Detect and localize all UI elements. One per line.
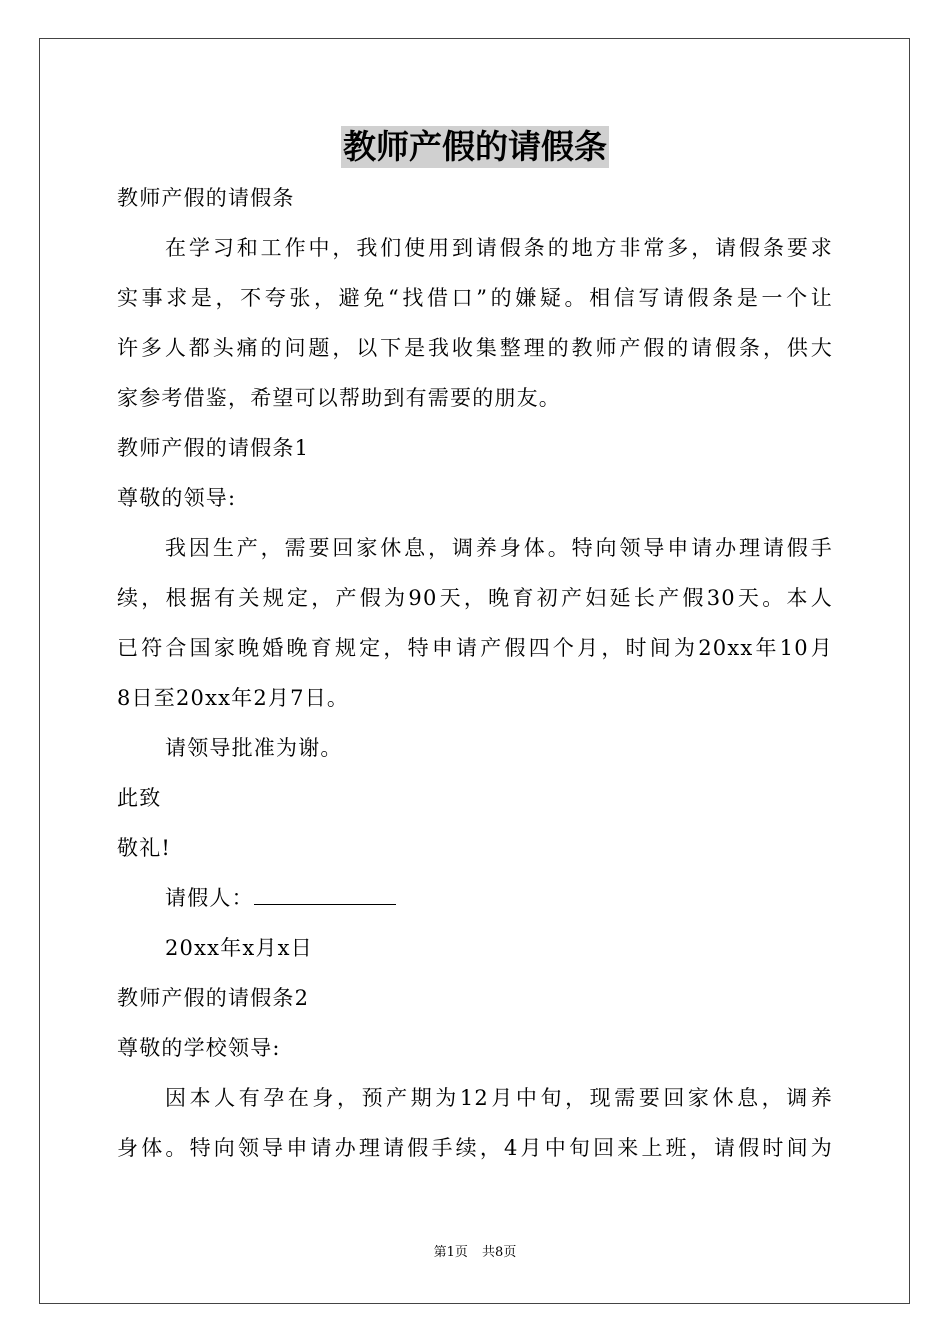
letter2-line-2: 身体。特向领导申请办理请假手续，4月中旬回来上班，请假时间为 (117, 1136, 833, 1160)
page-footer: 第1页 共8页 (433, 1245, 517, 1260)
subtitle-line: 教师产假的请假条 (117, 186, 295, 210)
letter1-cizhi: 此致 (117, 786, 162, 810)
intro-line-3: 许多人都头痛的问题，以下是我收集整理的教师产假的请假条，供大 (117, 336, 833, 360)
salutation-2: 尊敬的学校领导: (117, 1036, 281, 1060)
letter1-date: 20xx年x月x日 (165, 936, 313, 960)
letter1-line-1: 我因生产，需要回家休息，调养身体。特向领导申请办理请假手 (165, 536, 833, 560)
section-heading-1: 教师产假的请假条1 (117, 436, 310, 460)
letter1-closing-request: 请领导批准为谢。 (165, 736, 343, 760)
section-heading-2: 教师产假的请假条2 (117, 986, 310, 1010)
letter2-line-1: 因本人有孕在身，预产期为12月中旬，现需要回家休息，调养 (165, 1086, 833, 1110)
signature-label: 请假人： (165, 886, 254, 910)
signature-blank (254, 886, 396, 905)
letter1-line-2: 续，根据有关规定，产假为90天，晚育初产妇延长产假30天。本人 (117, 586, 833, 610)
salutation-1: 尊敬的领导: (117, 486, 237, 510)
intro-line-1: 在学习和工作中，我们使用到请假条的地方非常多，请假条要求 (165, 236, 833, 260)
intro-line-2: 实事求是，不夸张，避免“找借口”的嫌疑。相信写请假条是一个让 (117, 286, 833, 310)
document-title: 教师产假的请假条 (343, 127, 607, 166)
intro-line-4: 家参考借鉴，希望可以帮助到有需要的朋友。 (117, 386, 561, 410)
letter1-jingli: 敬礼! (117, 836, 172, 860)
signature-line (117, 873, 833, 923)
document-body (117, 173, 833, 1173)
letter1-line-3: 已符合国家晚婚晚育规定，特申请产假四个月，时间为20xx年10月 (117, 636, 833, 660)
letter1-line-4: 8日至20xx年2月7日。 (117, 686, 350, 710)
title-wrap (0, 126, 950, 168)
